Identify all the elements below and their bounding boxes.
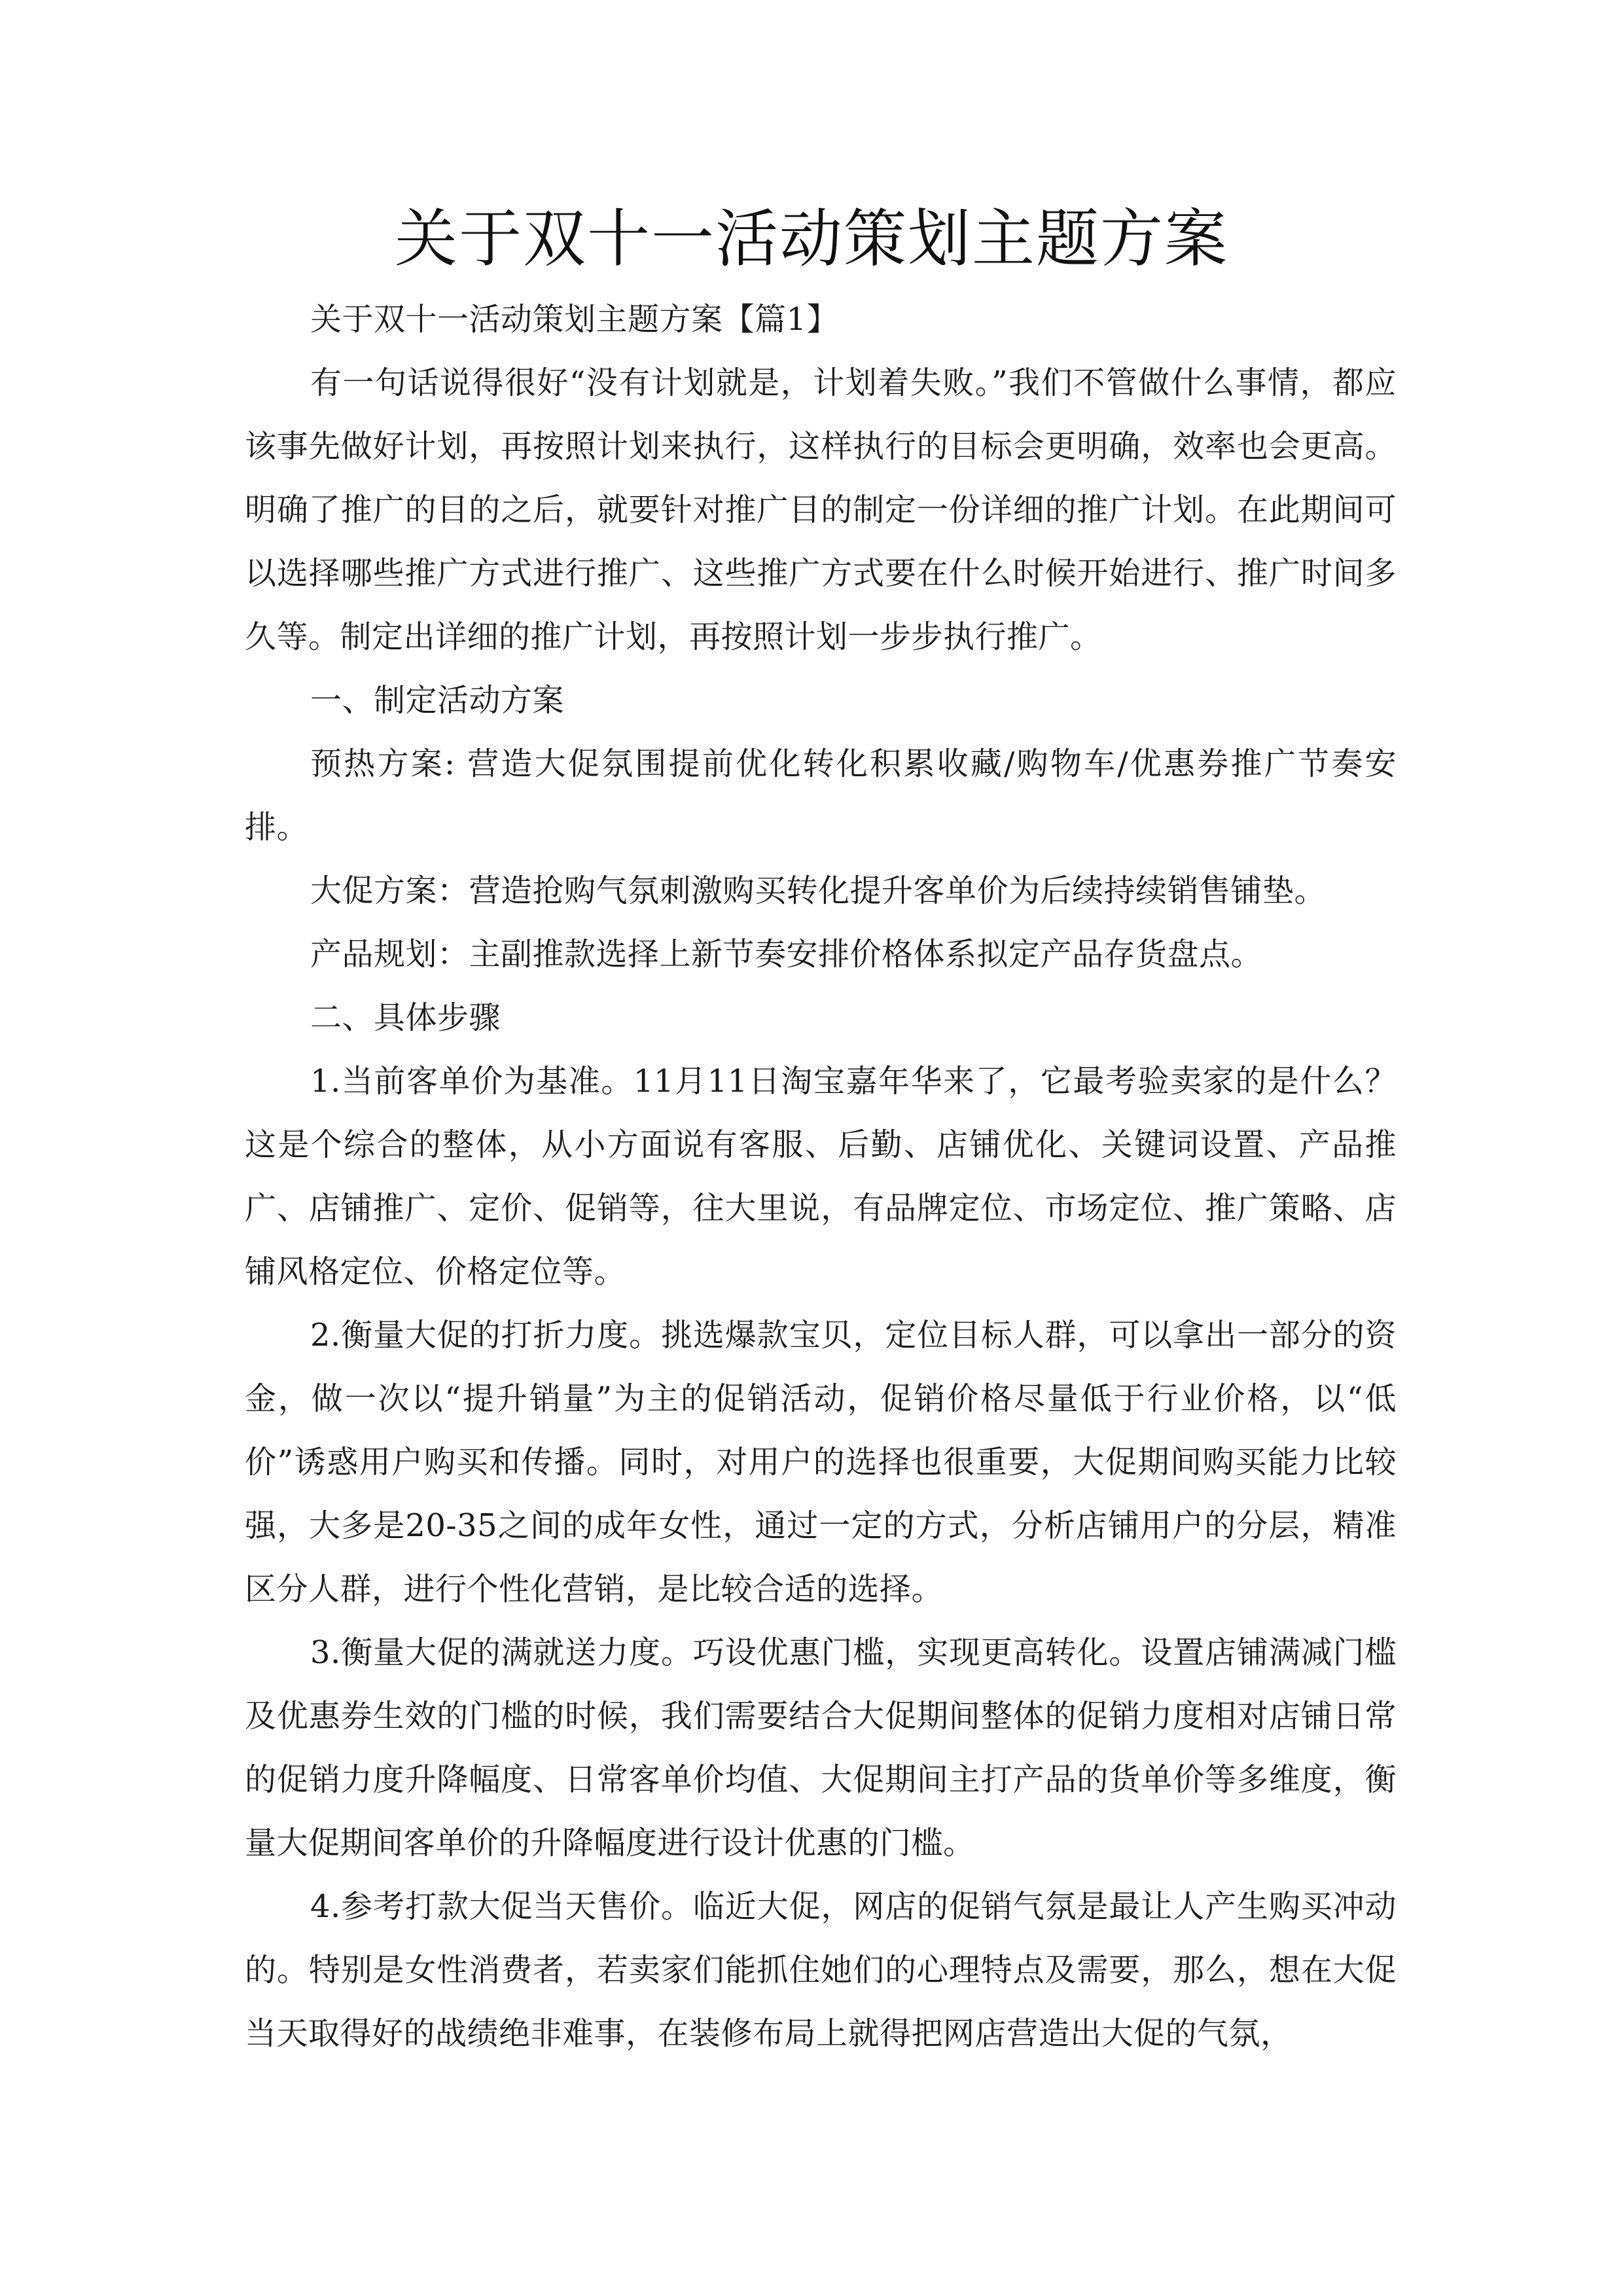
paragraph-product-plan: 产品规划：主副推款选择上新节奏安排价格体系拟定产品存货盘点。 <box>310 936 1263 973</box>
paragraph-step-1: 1.当前客单价为基准。11月11日淘宝嘉年华来了，它最考验卖家的是什么？这是个综合的整体，从小方面说有客服、后勤、店铺优化、关键词设置、产品推广、店铺推广、定价、促销等，往大里说，有品牌定位、市场定位、推广策略、店铺风格定位、价格定位等。 <box>245 1063 1397 1290</box>
intro-paragraph: 有一句话说得很好“没有计划就是，计划着失败。”我们不管做什么事情，都应该事先做好计划，再按照计划来执行，这样执行的目标会更明确，效率也会更高。明确了推广的目的之后，就要针对推广目的制定一份详细的推广计划。在此期间可以选择哪些推广方式进行推广、这些推广方式要在什么时候开始进行、推广时间多久等。制定出详细的推广计划，再按照计划一步步执行推广。 <box>245 365 1397 655</box>
heading-specific-steps: 二、具体步骤 <box>310 999 501 1036</box>
paragraph-promo-plan: 大促方案：营造抢购气氛刺激购买转化提升客单价为后续持续销售铺垫。 <box>310 872 1327 909</box>
section-heading-article-1: 关于双十一活动策划主题方案【篇1】 <box>310 301 839 338</box>
paragraph-step-3: 3.衡量大促的满就送力度。巧设优惠门槛，实现更高转化。设置店铺满减门槛及优惠券生效的门槛的时候，我们需要结合大促期间整体的促销力度相对店铺日常的促销力度升降幅度、日常客单价均值、大促期间主打产品的货单价等多维度，衡量大促期间客单价的升降幅度进行设计优惠的门槛。 <box>245 1634 1397 1861</box>
paragraph-step-2: 2.衡量大促的打折力度。挑选爆款宝贝，定位目标人群，可以拿出一部分的资金，做一次以“提升销量”为主的促销活动，促销价格尽量低于行业价格，以“低价”诱惑用户购买和传播。同时，对用户的选择也很重要，大促期间购买能力比较强，大多是20-35之间的成年女性，通过一定的方式，分析店铺用户的分层，精准区分人群，进行个性化营销，是比较合适的选择。 <box>245 1317 1397 1607</box>
heading-activity-plan: 一、制定活动方案 <box>310 682 565 719</box>
paragraph-preheat-plan: 预热方案: 营造大促氛围提前优化转化积累收藏/购物车/优惠券推广节奏安排。 <box>245 745 1397 846</box>
document-body <box>245 288 1397 2066</box>
document-title: 关于双十一活动策划主题方案 <box>395 202 1228 276</box>
paragraph-step-4: 4.参考打款大促当天售价。临近大促，网店的促销气氛是最让人产生购买冲动的。特别是女性消费者，若卖家们能抓住她们的心理特点及需要，那么，想在大促当天取得好的战绩绝非难事，在装修布局上就得把网店营造出大促的气氛， <box>245 1888 1397 2052</box>
